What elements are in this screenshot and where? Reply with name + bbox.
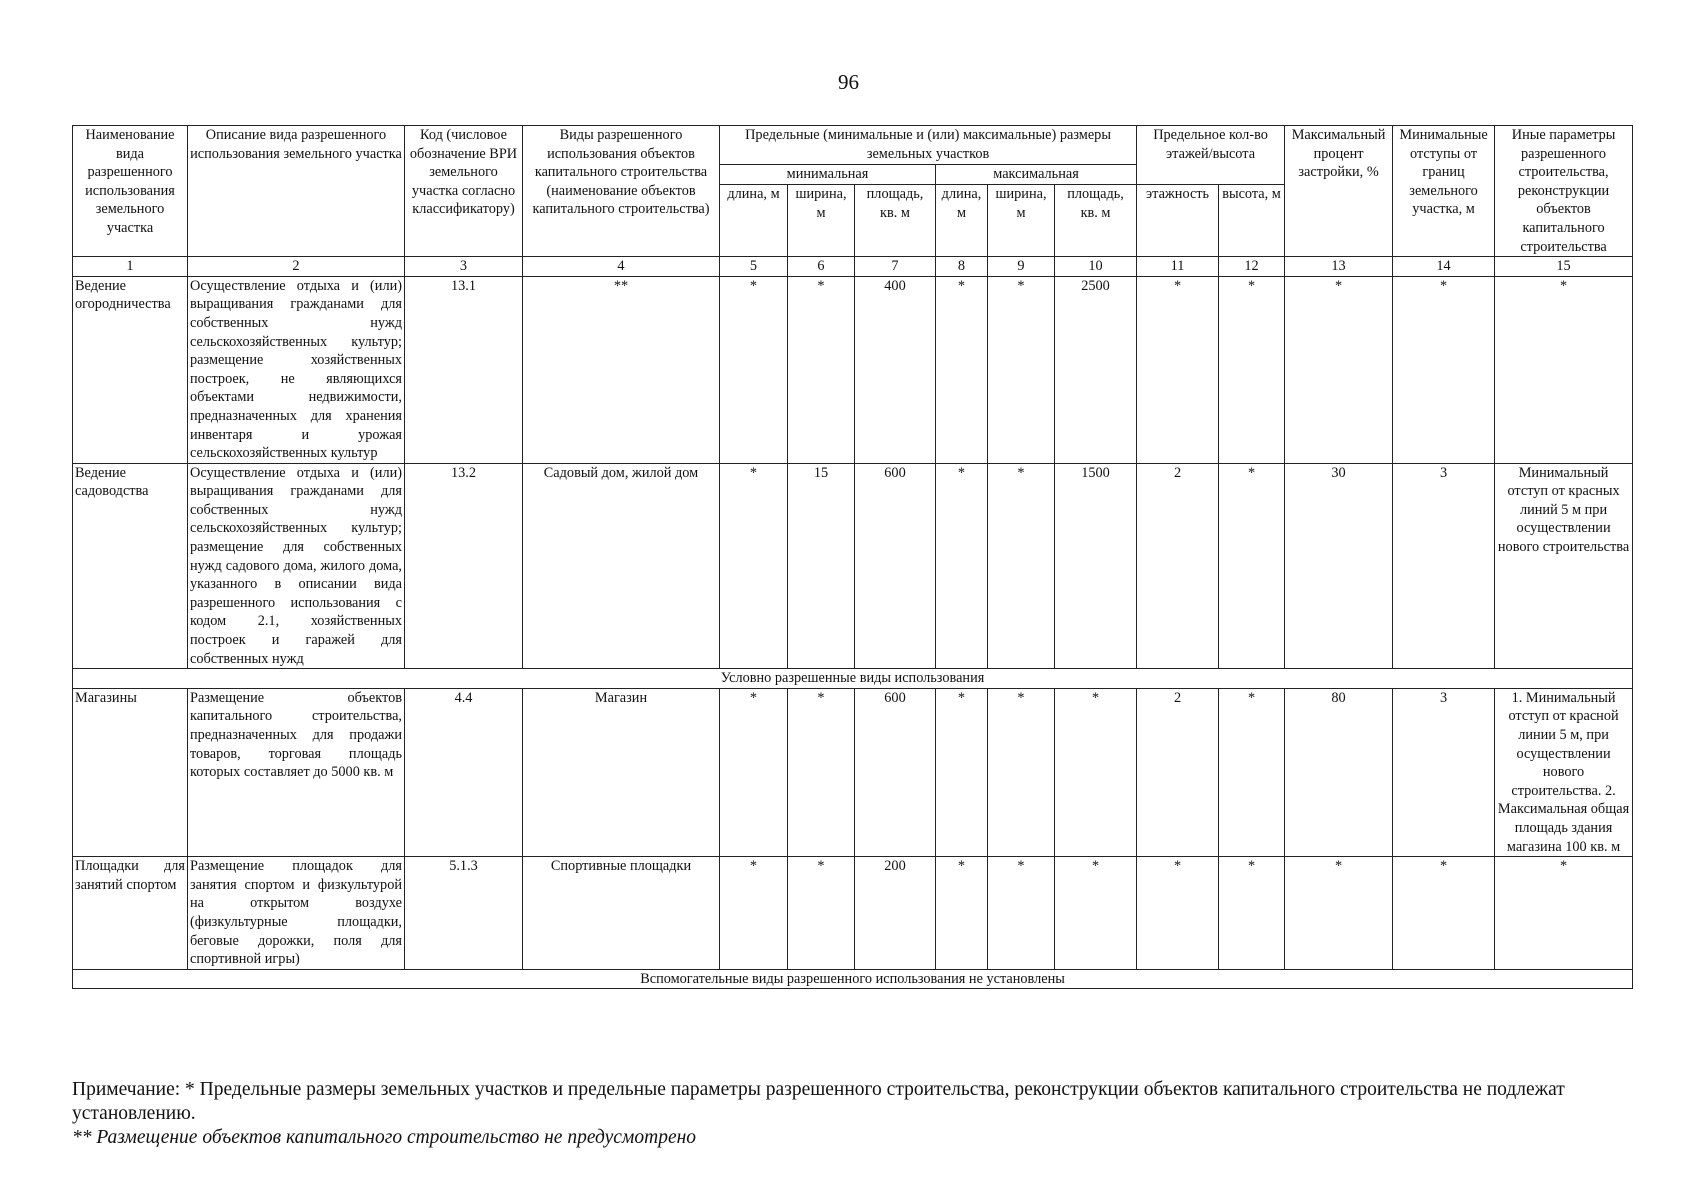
value-cell: * bbox=[720, 857, 788, 970]
header-cell: минимальная bbox=[720, 165, 936, 185]
use-code: 5.1.3 bbox=[405, 857, 523, 970]
column-number: 7 bbox=[855, 257, 936, 277]
use-code: 4.4 bbox=[405, 688, 523, 856]
value-cell: * bbox=[788, 857, 855, 970]
column-number: 13 bbox=[1285, 257, 1393, 277]
value-cell: 2500 bbox=[1055, 276, 1137, 463]
column-number: 11 bbox=[1137, 257, 1219, 277]
value-cell: * bbox=[1055, 857, 1137, 970]
other-params: * bbox=[1495, 857, 1633, 970]
header-cell: максимальная bbox=[936, 165, 1137, 185]
use-description: Осуществление отдыха и (или) выращивания гражданами для собственных нужд сельскохозяйственных культур; размещение хозяйственных построек, не являющихся объектами недвижимости, предназначенных для хранения инвентаря и урожая сельскохозяйственных культур bbox=[188, 276, 405, 463]
use-name: Магазины bbox=[73, 688, 188, 856]
use-description: Осуществление отдыха и (или) выращивания гражданами для собственных нужд сельскохозяйственных культур; размещение для собственных нужд садового дома, жилого дома, указанного в описании вида разрешенного использования с кодом 2.1, хозяйственных построек и гаражей для собственных нужд bbox=[188, 463, 405, 669]
object-types: Садовый дом, жилой дом bbox=[523, 463, 720, 669]
use-code: 13.1 bbox=[405, 276, 523, 463]
header-cell: длина, м bbox=[936, 185, 988, 257]
value-cell: * bbox=[720, 463, 788, 669]
value-cell: 1500 bbox=[1055, 463, 1137, 669]
other-params: Минимальный отступ от красных линий 5 м при осуществлении нового строительства bbox=[1495, 463, 1633, 669]
column-number: 9 bbox=[988, 257, 1055, 277]
object-types: Магазин bbox=[523, 688, 720, 856]
value-cell: * bbox=[1219, 688, 1285, 856]
value-cell: 2 bbox=[1137, 688, 1219, 856]
table-row bbox=[73, 463, 1633, 669]
column-number-row bbox=[73, 257, 1633, 277]
header-cell: высота, м bbox=[1219, 185, 1285, 257]
value-cell: * bbox=[988, 276, 1055, 463]
value-cell: 3 bbox=[1393, 688, 1495, 856]
value-cell: * bbox=[936, 276, 988, 463]
use-description: Размещение площадок для занятия спортом и физкультурой на открытом воздухе (физкультурные площадки, беговые дорожки, поля для спортивной игры) bbox=[188, 857, 405, 970]
section-row bbox=[73, 669, 1633, 689]
column-number: 6 bbox=[788, 257, 855, 277]
column-number: 12 bbox=[1219, 257, 1285, 277]
header-cell: ширина, м bbox=[988, 185, 1055, 257]
value-cell: 15 bbox=[788, 463, 855, 669]
value-cell: 400 bbox=[855, 276, 936, 463]
value-cell: * bbox=[1219, 276, 1285, 463]
column-number: 10 bbox=[1055, 257, 1137, 277]
header-cell: Максимальный процент застройки, % bbox=[1285, 126, 1393, 257]
use-name: Ведение огородничества bbox=[73, 276, 188, 463]
header-cell: этажность bbox=[1137, 185, 1219, 257]
header-cell: Минимальные отступы от границ земельного участка, м bbox=[1393, 126, 1495, 257]
value-cell: * bbox=[1219, 857, 1285, 970]
header-cell: Код (числовое обозначение ВРИ земельного участка согласно классификатору) bbox=[405, 126, 523, 257]
section-title-auxiliary: Вспомогательные виды разрешенного использования не установлены bbox=[73, 969, 1633, 989]
value-cell: * bbox=[988, 857, 1055, 970]
section-title-conditional: Условно разрешенные виды использования bbox=[73, 669, 1633, 689]
table-row bbox=[73, 276, 1633, 463]
column-number: 1 bbox=[73, 257, 188, 277]
value-cell: * bbox=[720, 688, 788, 856]
value-cell: * bbox=[936, 463, 988, 669]
header-cell: Иные параметры разрешенного строительства, реконструкции объектов капитального строительства bbox=[1495, 126, 1633, 257]
value-cell: * bbox=[788, 688, 855, 856]
section-row bbox=[73, 969, 1633, 989]
value-cell: * bbox=[1137, 276, 1219, 463]
use-name: Ведение садоводства bbox=[73, 463, 188, 669]
column-number: 4 bbox=[523, 257, 720, 277]
table-row bbox=[73, 688, 1633, 856]
column-number: 3 bbox=[405, 257, 523, 277]
value-cell: 3 bbox=[1393, 463, 1495, 669]
value-cell: 600 bbox=[855, 463, 936, 669]
value-cell: * bbox=[788, 276, 855, 463]
column-number: 8 bbox=[936, 257, 988, 277]
column-number: 2 bbox=[188, 257, 405, 277]
value-cell: * bbox=[936, 857, 988, 970]
footnote-line-1: Примечание: * Предельные размеры земельных участков и предельные параметры разрешенного строительства, реконструкции объектов капитального строительства не подлежат установлению. bbox=[72, 1079, 1565, 1124]
header-cell: длина, м bbox=[720, 185, 788, 257]
value-cell: 2 bbox=[1137, 463, 1219, 669]
value-cell: * bbox=[1055, 688, 1137, 856]
value-cell: * bbox=[1137, 857, 1219, 970]
column-number: 15 bbox=[1495, 257, 1633, 277]
header-cell: ширина, м bbox=[788, 185, 855, 257]
header-cell: Предельное кол-во этажей/высота bbox=[1137, 126, 1285, 185]
value-cell: * bbox=[1219, 463, 1285, 669]
column-number: 5 bbox=[720, 257, 788, 277]
table-row bbox=[73, 857, 1633, 970]
object-types: ** bbox=[523, 276, 720, 463]
object-types: Спортивные площадки bbox=[523, 857, 720, 970]
footnote-line-2: ** Размещение объектов капитального строительство не предусмотрено bbox=[72, 1127, 697, 1148]
value-cell: * bbox=[720, 276, 788, 463]
use-description: Размещение объектов капитального строительства, предназначенных для продажи товаров, торговая площадь которых составляет до 5000 кв. м bbox=[188, 688, 405, 856]
value-cell: 200 bbox=[855, 857, 936, 970]
value-cell: * bbox=[988, 688, 1055, 856]
header-cell: Описание вида разрешенного использования земельного участка bbox=[188, 126, 405, 257]
other-params: 1. Минимальный отступ от красной линии 5 м, при осуществлении нового строительства. 2. Максимальная общая площадь здания магазина 100 кв. м bbox=[1495, 688, 1633, 856]
other-params: * bbox=[1495, 276, 1633, 463]
use-name: Площадки для занятий спортом bbox=[73, 857, 188, 970]
header-cell: Предельные (минимальные и (или) максимальные) размеры земельных участков bbox=[720, 126, 1137, 165]
header-cell: Наименование вида разрешенного использования земельного участка bbox=[73, 126, 188, 257]
value-cell: * bbox=[1285, 857, 1393, 970]
value-cell: * bbox=[936, 688, 988, 856]
zoning-table bbox=[72, 125, 1633, 989]
value-cell: * bbox=[1393, 857, 1495, 970]
page-number: 96 bbox=[838, 70, 859, 94]
header-cell: площадь, кв. м bbox=[1055, 185, 1137, 257]
value-cell: 80 bbox=[1285, 688, 1393, 856]
value-cell: * bbox=[1285, 276, 1393, 463]
value-cell: * bbox=[1393, 276, 1495, 463]
table-body bbox=[73, 276, 1633, 989]
table-header bbox=[73, 126, 1633, 277]
value-cell: 30 bbox=[1285, 463, 1393, 669]
header-cell: площадь, кв. м bbox=[855, 185, 936, 257]
value-cell: * bbox=[988, 463, 1055, 669]
value-cell: 600 bbox=[855, 688, 936, 856]
use-code: 13.2 bbox=[405, 463, 523, 669]
footnote bbox=[72, 1078, 1632, 1150]
header-cell: Виды разрешенного использования объектов капитального строительства (наименование объектов капитального строительства) bbox=[523, 126, 720, 257]
column-number: 14 bbox=[1393, 257, 1495, 277]
